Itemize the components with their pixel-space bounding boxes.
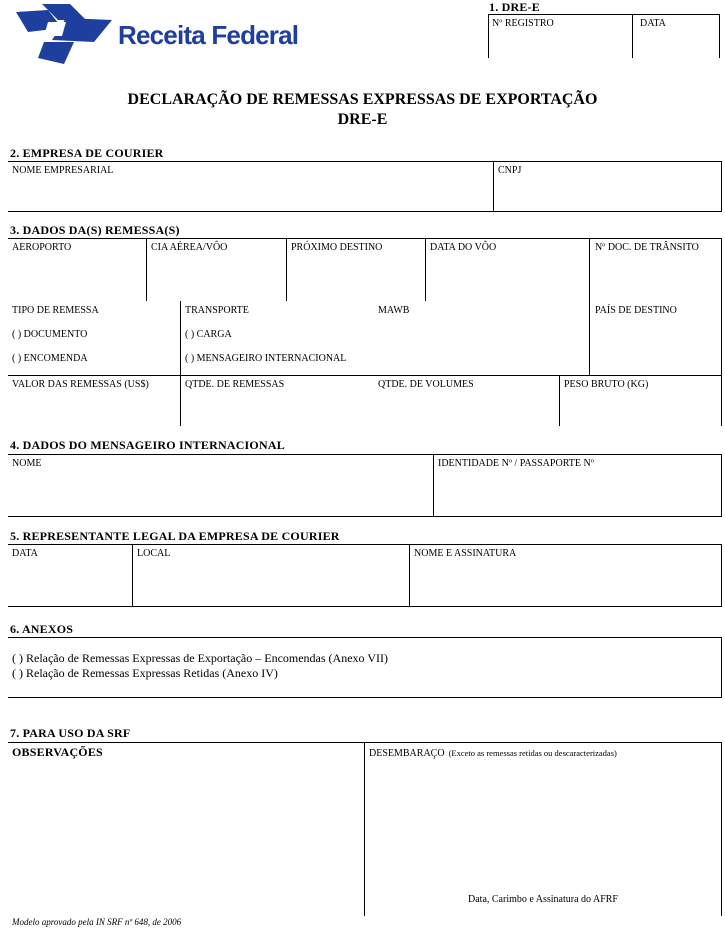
dre-e-box-title: 1. DRE-E xyxy=(489,0,540,14)
proximo-destino-field[interactable] xyxy=(288,255,424,300)
doc-transito-field[interactable] xyxy=(591,255,720,300)
mensageiro-checkbox[interactable]: ( ) MENSAGEIRO INTERNACIONAL xyxy=(185,353,347,364)
registro-field[interactable] xyxy=(489,30,631,57)
nome-assinatura-field[interactable] xyxy=(411,561,720,605)
observacoes-field[interactable] xyxy=(9,762,362,914)
nome-assinatura-label: NOME E ASSINATURA xyxy=(414,548,517,559)
desembaraco-title: DESEMBARAÇO xyxy=(369,748,445,759)
pais-destino-label: PAÍS DE DESTINO xyxy=(595,305,677,316)
carga-checkbox[interactable]: ( ) CARGA xyxy=(185,329,232,340)
qtde-volumes-label: QTDE. DE VOLUMES xyxy=(378,379,474,390)
data-field[interactable] xyxy=(633,30,718,57)
aeroporto-field[interactable] xyxy=(9,255,145,300)
cia-aerea-field[interactable] xyxy=(148,255,285,300)
receita-logo-text: Receita Federal xyxy=(118,20,299,50)
peso-bruto-field[interactable] xyxy=(561,392,720,425)
cnpj-label: CNPJ xyxy=(498,165,522,176)
carimbo-label: Data, Carimbo e Assinatura do AFRF xyxy=(468,894,618,905)
qtde-remessas-field[interactable] xyxy=(182,392,372,425)
identidade-field[interactable] xyxy=(435,471,720,515)
form-title xyxy=(0,90,725,130)
mawb-label: MAWB xyxy=(378,305,410,316)
observacoes-label: OBSERVAÇÕES xyxy=(12,745,103,759)
nome-empresarial-label: NOME EMPRESARIAL xyxy=(12,165,114,176)
registro-field-label: Nº REGISTRO xyxy=(492,18,554,29)
valor-remessas-field[interactable] xyxy=(9,392,178,425)
documento-checkbox[interactable]: ( ) DOCUMENTO xyxy=(12,329,88,340)
receita-emblem-icon xyxy=(8,2,116,64)
tipo-remessa-label: TIPO DE REMESSA xyxy=(12,305,99,316)
encomenda-checkbox[interactable]: ( ) ENCOMENDA xyxy=(12,353,88,364)
doc-transito-label: Nº DOC. DE TRÂNSITO xyxy=(595,242,699,253)
desembaraco-label xyxy=(369,746,617,759)
qtde-volumes-field[interactable] xyxy=(376,392,558,425)
valor-remessas-label: VALOR DAS REMESSAS (US$) xyxy=(12,379,149,390)
peso-bruto-label: PESO BRUTO (KG) xyxy=(564,379,649,390)
section-7-title: 7. PARA USO DA SRF xyxy=(10,726,131,740)
desembaraco-note: (Exceto as remessas retidas ou descaracterizadas) xyxy=(448,748,617,758)
mensageiro-nome-label: NOME xyxy=(12,458,42,469)
transporte-label: TRANSPORTE xyxy=(185,305,249,316)
footer-note: Modelo aprovado pela IN SRF nº 648, de 2006 xyxy=(12,917,182,927)
proximo-destino-label: PRÓXIMO DESTINO xyxy=(291,242,383,253)
anexo-iv-checkbox[interactable]: ( ) Relação de Remessas Expressas Retidas (Anexo IV) xyxy=(12,666,278,680)
form-title-line2: DRE-E xyxy=(337,111,388,128)
anexo-vii-checkbox[interactable]: ( ) Relação de Remessas Expressas de Exportação – Encomendas (Anexo VII) xyxy=(12,651,388,665)
aeroporto-label: AEROPORTO xyxy=(12,242,72,253)
qtde-remessas-label: QTDE. DE REMESSAS xyxy=(185,379,285,390)
cnpj-field[interactable] xyxy=(495,177,719,210)
representante-local-field[interactable] xyxy=(134,561,407,605)
form-title-line1: DECLARAÇÃO DE REMESSAS EXPRESSAS DE EXPORTAÇÃO xyxy=(127,91,598,108)
cia-aerea-label: CIA AÉREA/VÔO xyxy=(151,242,228,253)
section-5-title: 5. REPRESENTANTE LEGAL DA EMPRESA DE COURIER xyxy=(10,529,340,543)
section-6-title: 6. ANEXOS xyxy=(10,622,74,636)
desembaraco-field[interactable] xyxy=(366,762,720,887)
section-2-title: 2. EMPRESA DE COURIER xyxy=(10,146,164,160)
receita-logo xyxy=(8,2,308,64)
data-field-label: DATA xyxy=(640,18,666,29)
section-3-title: 3. DADOS DA(S) REMESSA(S) xyxy=(10,223,180,237)
pais-destino-field[interactable] xyxy=(591,317,720,373)
representante-data-field[interactable] xyxy=(9,561,130,605)
identidade-label: IDENTIDADE Nº / PASSAPORTE Nº xyxy=(438,458,594,469)
mensageiro-nome-field[interactable] xyxy=(9,471,431,515)
mawb-field[interactable] xyxy=(376,317,586,373)
nome-empresarial-field[interactable] xyxy=(9,177,491,210)
representante-data-label: DATA xyxy=(12,548,38,559)
section-4-title: 4. DADOS DO MENSAGEIRO INTERNACIONAL xyxy=(10,438,285,452)
data-voo-field[interactable] xyxy=(427,255,588,300)
representante-local-label: LOCAL xyxy=(137,548,171,559)
data-voo-label: DATA DO VÔO xyxy=(430,242,497,253)
